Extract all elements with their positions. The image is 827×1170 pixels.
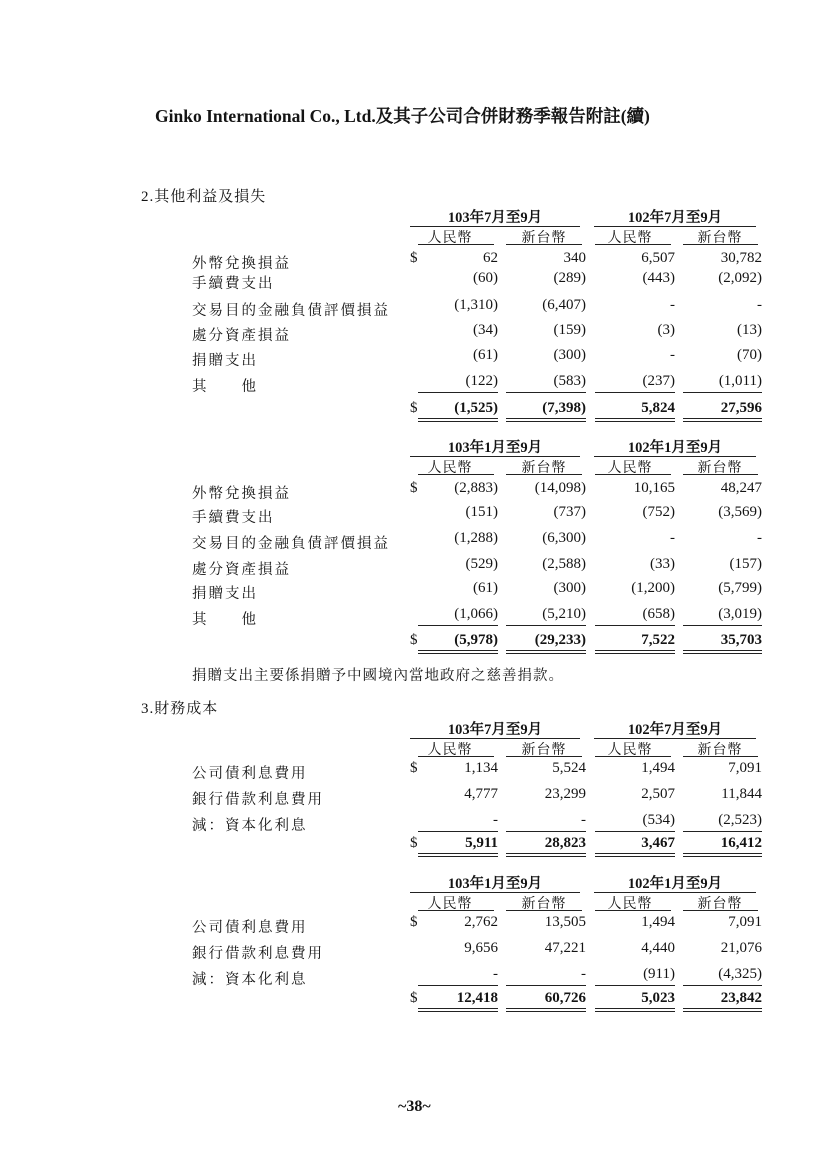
row-label: 捐贈支出 — [192, 586, 258, 602]
table-cell: (34) — [473, 322, 498, 338]
table-cell: 11,844 — [721, 786, 762, 802]
table-cell: 340 — [563, 250, 586, 266]
total-double-rule — [595, 1008, 675, 1012]
total-cell: (7,398) — [542, 400, 586, 416]
table-cell: (70) — [737, 347, 762, 363]
table-cell: (5,210) — [542, 606, 586, 622]
table-cell: (6,300) — [542, 530, 586, 546]
total-cell: 35,703 — [720, 632, 762, 648]
table-cell: (300) — [553, 580, 586, 596]
table-cell: (5,799) — [718, 580, 762, 596]
row-label: 銀行借款利息費用 — [192, 946, 324, 962]
currency-header-rule — [506, 910, 582, 911]
table-cell: (911) — [643, 966, 675, 982]
currency-header: 人民幣 — [607, 743, 653, 758]
currency-header: 人民幣 — [427, 743, 473, 758]
row-label: 公司債利息費用 — [192, 766, 308, 782]
total-double-rule — [418, 650, 498, 654]
table-cell: - — [670, 297, 675, 313]
table-cell: (300) — [553, 347, 586, 363]
period-header: 103年7月至9月 — [447, 210, 543, 226]
table-cell: 9,656 — [464, 940, 498, 956]
total-double-rule — [418, 418, 498, 422]
row-label: 公司債利息費用 — [192, 920, 308, 936]
page-title: Ginko International Co., Ltd.及其子公司合併財務季報告附註(續) — [155, 106, 650, 126]
row-label: 處分資產損益 — [192, 328, 291, 344]
currency-header-rule — [506, 756, 582, 757]
row-label: 交易目的金融負債評價損益 — [192, 303, 390, 319]
row-label: 減：資本化利息 — [192, 972, 308, 988]
dollar-sign: $ — [410, 250, 418, 266]
table-cell: (1,066) — [454, 606, 498, 622]
dollar-sign: $ — [410, 632, 418, 648]
row-label: 外幣兌換損益 — [192, 256, 291, 272]
table-cell: (122) — [465, 373, 498, 389]
row-label: 其 他 — [192, 379, 258, 395]
currency-header-rule — [506, 244, 582, 245]
table-cell: (1,310) — [454, 297, 498, 313]
currency-header-rule — [418, 756, 494, 757]
subtotal-rule — [506, 625, 586, 626]
currency-header: 新台幣 — [697, 231, 743, 246]
row-label: 手續費支出 — [192, 510, 275, 526]
table-cell: (159) — [553, 322, 586, 338]
table-cell: 10,165 — [633, 480, 675, 496]
total-cell: 16,412 — [720, 835, 762, 851]
currency-header: 新台幣 — [697, 461, 743, 476]
dollar-sign: $ — [410, 400, 418, 416]
total-cell: (1,525) — [454, 400, 498, 416]
table-cell: - — [493, 966, 498, 982]
subtotal-rule — [506, 985, 586, 986]
row-label: 處分資產損益 — [192, 562, 291, 578]
total-cell: 23,842 — [720, 990, 762, 1006]
row-label: 減：資本化利息 — [192, 818, 308, 834]
table-cell: (3,019) — [718, 606, 762, 622]
table-cell: (3) — [657, 322, 675, 338]
row-label: 其 他 — [192, 612, 258, 628]
table-cell: (443) — [642, 270, 675, 286]
subtotal-rule — [595, 392, 675, 393]
table-cell: 48,247 — [720, 480, 762, 496]
total-cell: 3,467 — [641, 835, 675, 851]
table-cell: - — [493, 812, 498, 828]
table-cell: - — [670, 347, 675, 363]
subtotal-rule — [595, 831, 675, 832]
table-cell: (2,588) — [542, 556, 586, 572]
currency-header: 新台幣 — [521, 897, 567, 912]
currency-header: 新台幣 — [521, 743, 567, 758]
table-cell: 2,507 — [641, 786, 675, 802]
total-cell: (5,978) — [454, 632, 498, 648]
total-cell: 5,023 — [641, 990, 675, 1006]
period-header: 103年7月至9月 — [447, 722, 543, 738]
currency-header-rule — [418, 244, 494, 245]
table-cell: (61) — [473, 347, 498, 363]
total-double-rule — [595, 650, 675, 654]
period-header: 102年1月至9月 — [627, 876, 723, 892]
total-cell: 27,596 — [720, 400, 762, 416]
currency-header: 人民幣 — [607, 897, 653, 912]
currency-header-rule — [418, 910, 494, 911]
total-cell: 5,911 — [465, 835, 498, 851]
currency-header: 人民幣 — [607, 461, 653, 476]
table-cell: 1,494 — [641, 914, 675, 930]
subtotal-rule — [595, 625, 675, 626]
table-cell: (752) — [642, 504, 675, 520]
table-cell: 4,440 — [641, 940, 675, 956]
table-cell: (2,883) — [454, 480, 498, 496]
table-cell: (237) — [642, 373, 675, 389]
table-cell: (737) — [553, 504, 586, 520]
total-double-rule — [595, 853, 675, 857]
table-cell: - — [670, 530, 675, 546]
total-cell: 60,726 — [544, 990, 586, 1006]
table-cell: 2,762 — [464, 914, 498, 930]
currency-header: 人民幣 — [427, 461, 473, 476]
currency-header-rule — [683, 910, 758, 911]
table-cell: 23,299 — [544, 786, 586, 802]
subtotal-rule — [683, 831, 762, 832]
currency-header-rule — [595, 474, 671, 475]
table-cell: (289) — [553, 270, 586, 286]
table-cell: - — [581, 812, 586, 828]
subtotal-rule — [683, 985, 762, 986]
table-cell: (1,288) — [454, 530, 498, 546]
table-cell: (14,098) — [534, 480, 586, 496]
total-double-rule — [506, 418, 586, 422]
table-cell: (157) — [729, 556, 762, 572]
row-label: 捐贈支出 — [192, 353, 258, 369]
table-cell: (658) — [642, 606, 675, 622]
total-double-rule — [506, 1008, 586, 1012]
row-label: 外幣兌換損益 — [192, 486, 291, 502]
total-double-rule — [418, 853, 498, 857]
total-double-rule — [595, 418, 675, 422]
currency-header-rule — [683, 244, 758, 245]
donation-note: 捐贈支出主要係捐贈予中國境內當地政府之慈善捐款。 — [192, 668, 564, 684]
period-header: 103年1月至9月 — [447, 876, 543, 892]
subtotal-rule — [595, 985, 675, 986]
total-double-rule — [683, 418, 762, 422]
dollar-sign: $ — [410, 835, 418, 851]
subtotal-rule — [683, 625, 762, 626]
table-cell: 4,777 — [464, 786, 498, 802]
row-label: 銀行借款利息費用 — [192, 792, 324, 808]
table-cell: (583) — [553, 373, 586, 389]
table-cell: (534) — [642, 812, 675, 828]
table-cell: (33) — [650, 556, 675, 572]
total-double-rule — [506, 853, 586, 857]
table-cell: 62 — [483, 250, 498, 266]
currency-header: 人民幣 — [607, 231, 653, 246]
total-double-rule — [683, 650, 762, 654]
table-cell: 21,076 — [720, 940, 762, 956]
table-cell: (529) — [465, 556, 498, 572]
table-cell: 6,507 — [641, 250, 675, 266]
table-cell: 47,221 — [544, 940, 586, 956]
table-cell: (6,407) — [542, 297, 586, 313]
currency-header-rule — [595, 756, 671, 757]
total-double-rule — [418, 1008, 498, 1012]
table-cell: - — [581, 966, 586, 982]
table-cell: (61) — [473, 580, 498, 596]
table-cell: - — [757, 530, 762, 546]
table-cell: 30,782 — [720, 250, 762, 266]
total-cell: 28,823 — [544, 835, 586, 851]
dollar-sign: $ — [410, 760, 418, 776]
currency-header: 人民幣 — [427, 897, 473, 912]
currency-header-rule — [595, 244, 671, 245]
table-cell: (4,325) — [718, 966, 762, 982]
currency-header: 新台幣 — [697, 897, 743, 912]
table-cell: 1,494 — [641, 760, 675, 776]
currency-header: 新台幣 — [521, 231, 567, 246]
subtotal-rule — [506, 831, 586, 832]
table-cell: (1,011) — [718, 373, 762, 389]
currency-header: 新台幣 — [697, 743, 743, 758]
currency-header-rule — [683, 756, 758, 757]
currency-header-rule — [506, 474, 582, 475]
subtotal-rule — [506, 392, 586, 393]
table-cell: (2,092) — [718, 270, 762, 286]
table-cell: 5,524 — [552, 760, 586, 776]
total-cell: 12,418 — [456, 990, 498, 1006]
table-cell: (1,200) — [631, 580, 675, 596]
section-title-other-gains: 2.其他利益及損失 — [141, 189, 267, 205]
currency-header-rule — [683, 474, 758, 475]
table-cell: 7,091 — [728, 914, 762, 930]
total-cell: 7,522 — [641, 632, 675, 648]
period-header: 102年1月至9月 — [627, 440, 723, 456]
row-label: 交易目的金融負債評價損益 — [192, 536, 390, 552]
table-cell: (60) — [473, 270, 498, 286]
subtotal-rule — [418, 392, 498, 393]
table-cell: 13,505 — [544, 914, 586, 930]
table-cell: 7,091 — [728, 760, 762, 776]
table-cell: (151) — [465, 504, 498, 520]
dollar-sign: $ — [410, 480, 418, 496]
page-number: ~38~ — [398, 1098, 431, 1115]
currency-header-rule — [418, 474, 494, 475]
dollar-sign: $ — [410, 990, 418, 1006]
dollar-sign: $ — [410, 914, 418, 930]
currency-header: 人民幣 — [427, 231, 473, 246]
period-header: 102年7月至9月 — [627, 722, 723, 738]
total-cell: (29,233) — [534, 632, 586, 648]
period-header: 103年1月至9月 — [447, 440, 543, 456]
table-cell: (2,523) — [718, 812, 762, 828]
currency-header-rule — [595, 910, 671, 911]
subtotal-rule — [418, 985, 498, 986]
subtotal-rule — [683, 392, 762, 393]
currency-header: 新台幣 — [521, 461, 567, 476]
table-cell: - — [757, 297, 762, 313]
total-cell: 5,824 — [641, 400, 675, 416]
table-cell: (3,569) — [718, 504, 762, 520]
total-double-rule — [683, 1008, 762, 1012]
table-cell: 1,134 — [464, 760, 498, 776]
table-cell: (13) — [737, 322, 762, 338]
subtotal-rule — [418, 625, 498, 626]
row-label: 手續費支出 — [192, 276, 275, 292]
period-header: 102年7月至9月 — [627, 210, 723, 226]
subtotal-rule — [418, 831, 498, 832]
total-double-rule — [683, 853, 762, 857]
total-double-rule — [506, 650, 586, 654]
section-title-finance-costs: 3.財務成本 — [141, 701, 219, 717]
